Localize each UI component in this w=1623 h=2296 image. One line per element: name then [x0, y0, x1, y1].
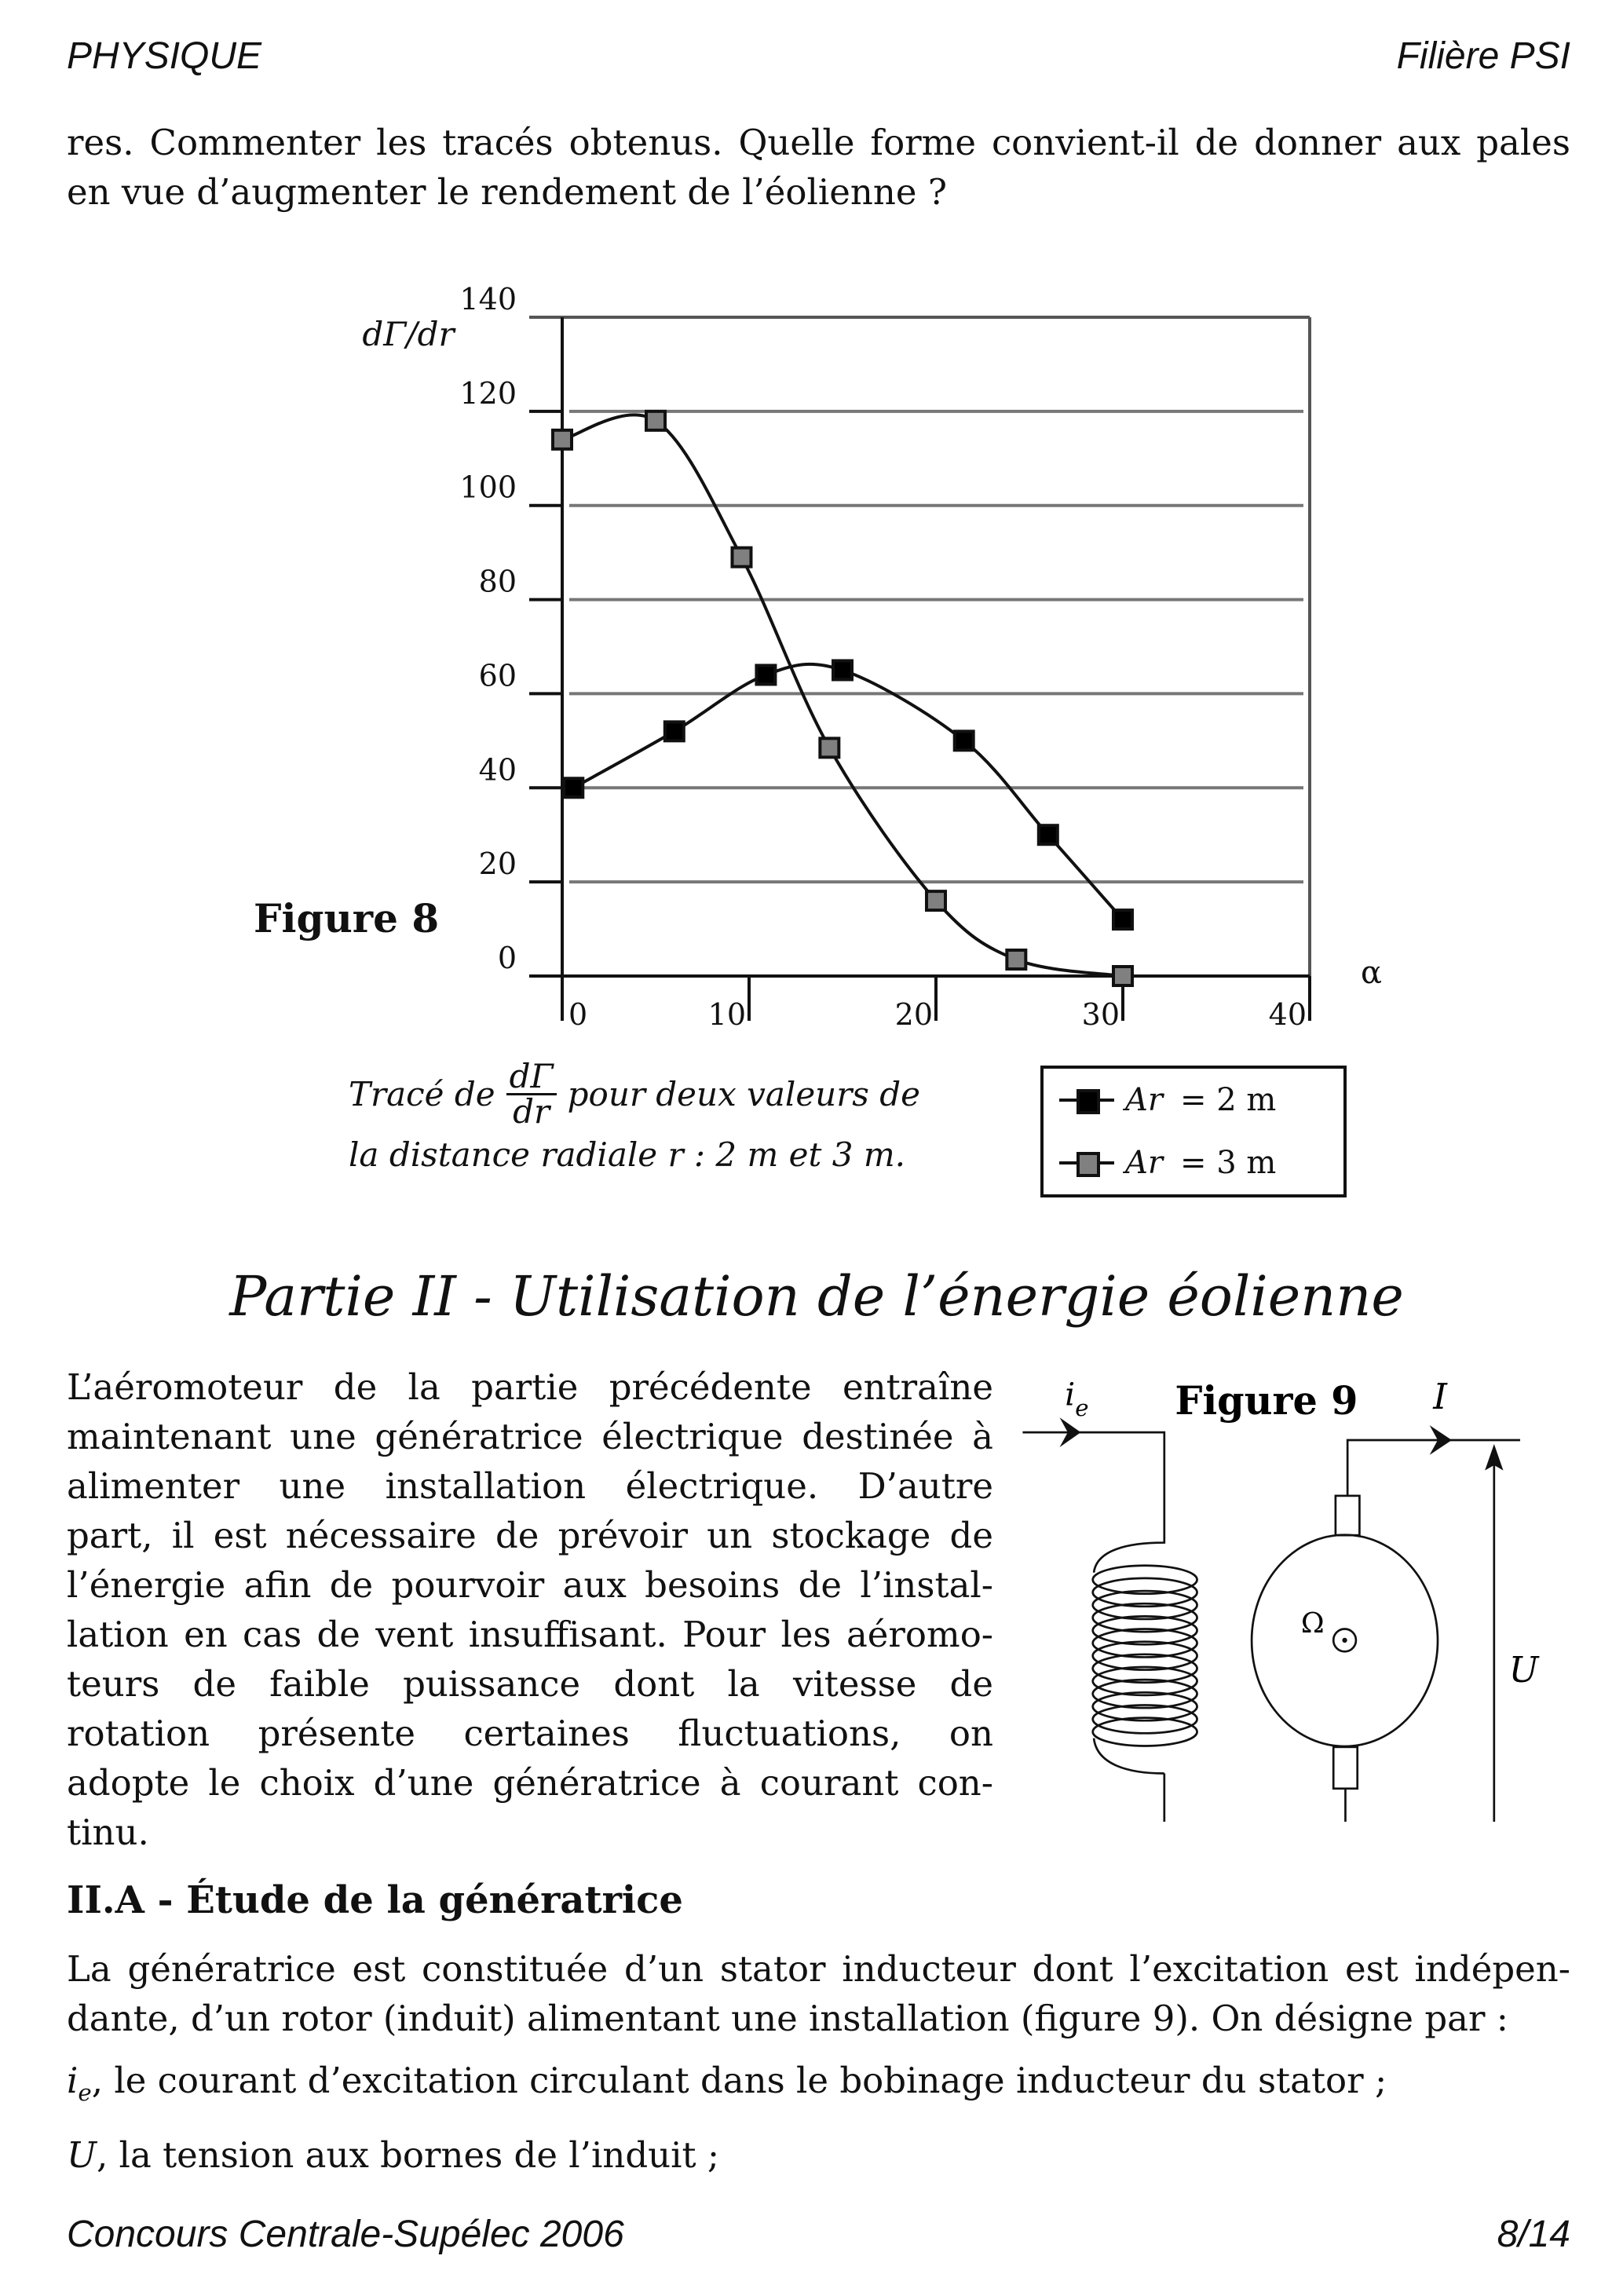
data-point	[665, 722, 684, 740]
text-line: lation en cas de vent insuffisant. Pour les aéromo-	[67, 1614, 993, 1655]
coil-turn	[1093, 1578, 1197, 1607]
x-tick-label: 40	[1268, 997, 1307, 1032]
chart-grid	[569, 411, 1303, 882]
text-line: teurs de faible puissance dont la vitesse de	[67, 1663, 993, 1705]
text-line: rotation présente certaines fluctuations, on	[67, 1713, 993, 1754]
header-track: Filière PSI	[1396, 35, 1570, 77]
I-label: I	[1433, 1376, 1447, 1418]
symbol-sub-e: e	[78, 2079, 92, 2106]
symbol-U: U	[67, 2134, 97, 2176]
coil-turn	[1093, 1591, 1197, 1619]
fraction-numerator: dΓ	[506, 1060, 557, 1095]
figure8-chart	[314, 283, 1413, 1036]
omega-label: Ω	[1300, 1607, 1325, 1640]
data-point	[564, 778, 583, 797]
coil-turn	[1093, 1705, 1197, 1733]
x-tick-label: 10	[707, 997, 746, 1032]
data-point	[1113, 910, 1132, 929]
chart-legend	[1040, 1066, 1347, 1197]
coil-turn	[1093, 1616, 1197, 1644]
legend-label: Ar	[1125, 1145, 1164, 1181]
coil-turn	[1093, 1680, 1197, 1708]
x-tick-label: 20	[894, 997, 933, 1032]
x-tick-label: 0	[568, 997, 588, 1032]
part2-paragraph	[67, 1362, 993, 1857]
figure9-diagram	[1005, 1351, 1555, 1822]
text-line: l’énergie afin de pourvoir aux besoins de l’instal-	[67, 1564, 993, 1606]
coil-turn	[1093, 1654, 1197, 1683]
coil-turn	[1093, 1603, 1197, 1632]
y-tick-label: 60	[478, 658, 517, 693]
legend-value: = 3 m	[1180, 1145, 1277, 1181]
caption-text: Tracé de	[349, 1075, 495, 1113]
figure8-caption-line2: la distance radiale r : 2 m et 3 m.	[349, 1135, 906, 1174]
legend-marker-icon	[1059, 1147, 1114, 1179]
data-point	[732, 548, 751, 567]
field-coil-end	[1094, 1738, 1164, 1774]
data-point	[756, 665, 775, 684]
caption-text: pour deux valeurs de	[567, 1075, 920, 1113]
caption-fraction	[506, 1057, 557, 1131]
text-line: adopte le choix d’une génératrice à courant con-	[67, 1762, 993, 1804]
brush-bottom	[1333, 1747, 1358, 1789]
x-tick-label: 30	[1081, 997, 1120, 1032]
data-point	[1113, 967, 1132, 985]
brush-top	[1336, 1496, 1360, 1535]
field-wire-top	[1022, 1432, 1164, 1573]
part2-title: Partie II - Utilisation de l’énergie éolienne	[229, 1264, 1404, 1329]
data-point	[927, 891, 945, 910]
field-wire-bottom	[1035, 1773, 1164, 1822]
data-point	[833, 660, 852, 679]
text-line: en vue d’augmenter le rendement de l’éolienne ?	[67, 171, 947, 213]
armature-wire-bottom	[1345, 1789, 1508, 1822]
data-point	[820, 738, 839, 757]
text-line: res. Commenter les tracés obtenus. Quelle forme convient-il de donner aux pales	[67, 122, 1570, 163]
text-line: alimenter une installation électrique. D’autre	[67, 1465, 993, 1507]
y-tick-label: 0	[497, 941, 517, 975]
chart-axes	[459, 283, 1310, 1032]
section-heading-IIA: II.A - Étude de la génératrice	[67, 1878, 683, 1922]
figure9-label: Figure 9	[1175, 1377, 1358, 1424]
data-point	[646, 411, 665, 430]
data-point	[553, 430, 572, 449]
data-point	[1007, 950, 1025, 969]
y-tick-label: 120	[459, 375, 517, 411]
field-coil-icon	[1093, 1566, 1197, 1746]
coil-turn	[1093, 1642, 1197, 1670]
text-line: dante, d’un rotor (induit) alimentant une installation (figure 9). On désigne par :	[67, 1998, 1508, 2039]
xlabel: α	[1361, 955, 1383, 991]
chart-series	[553, 411, 1132, 985]
figure8-caption-line1	[349, 1057, 920, 1131]
footer-page-number: 8/14	[1497, 2214, 1570, 2255]
text-line: L’aéromoteur de la partie précédente entraîne	[67, 1366, 993, 1408]
coil-turn	[1093, 1629, 1197, 1658]
data-point	[955, 731, 974, 750]
coil-turn	[1093, 1566, 1197, 1594]
legend-marker-icon	[1059, 1084, 1114, 1116]
y-tick-label: 140	[459, 283, 517, 316]
coil-turn	[1093, 1692, 1197, 1720]
y-tick-label: 80	[478, 564, 517, 599]
definition-text: , le courant d’excitation circulant dans le bobinage inducteur du stator ;	[91, 2060, 1387, 2101]
U-label: U	[1508, 1648, 1539, 1691]
legend-item	[1044, 1069, 1343, 1132]
text-line: La génératrice est constituée d’un stator inducteur dont l’excitation est indépen-	[67, 1948, 1570, 1990]
text-line: maintenant une génératrice électrique destinée à	[67, 1416, 993, 1457]
legend-value: = 2 m	[1180, 1082, 1277, 1118]
legend-item	[1044, 1132, 1343, 1194]
figure8-label: Figure 8	[254, 895, 440, 941]
legend-label: Ar	[1125, 1082, 1164, 1118]
coil-turn	[1093, 1718, 1197, 1746]
fraction-denominator: dr	[513, 1092, 550, 1131]
symbol-i: i	[67, 2060, 79, 2101]
definition-U	[67, 2130, 1570, 2180]
intro-paragraph	[67, 118, 1570, 217]
series-line-2	[562, 415, 1123, 976]
ylabel: dΓ/dr	[362, 315, 455, 353]
header-subject: PHYSIQUE	[67, 35, 262, 77]
y-tick-label: 40	[478, 752, 517, 788]
text-line: part, il est nécessaire de prévoir un stockage de	[67, 1515, 993, 1556]
footer-exam: Concours Centrale-Supélec 2006	[67, 2214, 624, 2255]
data-point	[1039, 825, 1058, 844]
definition-ie	[67, 2056, 1570, 2118]
y-tick-label: 20	[478, 846, 517, 882]
y-tick-label: 100	[459, 470, 517, 505]
definition-text: , la tension aux bornes de l’induit ;	[96, 2134, 720, 2176]
section-IIA-paragraph	[67, 1944, 1570, 2180]
text-line: tinu.	[67, 1812, 149, 1853]
ie-label: $i_e$	[1065, 1376, 1089, 1422]
coil-turn	[1093, 1667, 1197, 1695]
